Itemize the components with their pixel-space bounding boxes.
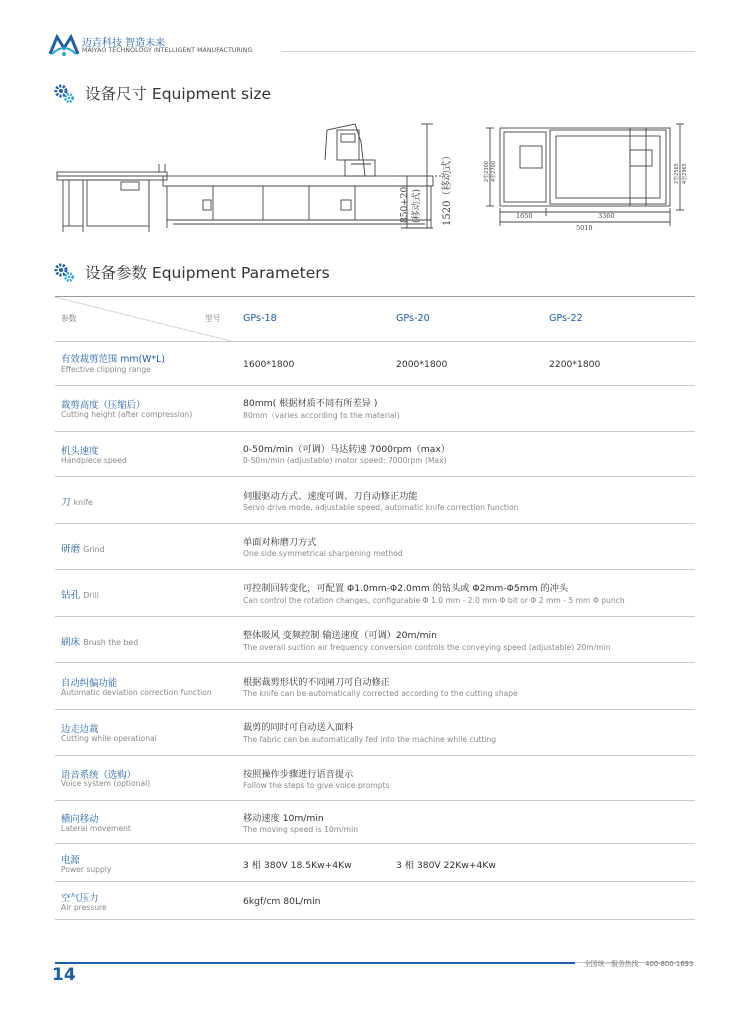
row-value-cn: 根据裁剪形状的不同闸刀可自动修正 [243,677,390,688]
dim-right-v1: 2型2565 [674,163,680,184]
dim-width-b: 3360 [598,212,615,220]
row-divider [55,800,695,801]
row-label-en: Cutting height (after compression) [61,410,193,419]
row-label-cn: 研磨 [61,544,81,555]
row-value-en: Can control the rotation changes, configurable Φ 1.0 mm - 2.0 mm Φ bit or Φ 2 mm - 5 mm Φ punch [243,596,625,605]
row-label-cn: 有效裁剪范围 mm(W*L) [61,354,165,365]
row-divider [55,385,695,386]
model-header-label: 型号 [205,314,221,323]
dim-left-v1: 2型2300 [484,161,490,182]
param-header-label: 参数 [61,314,77,323]
row-label-cn: 空气压力 [61,893,99,904]
brand-name-en: MAIYAO TECHNOLOGY INTELLIGENT MANUFACTURING [82,47,253,54]
section-title-equipment-parameters: 设备参数 Equipment Parameters [85,264,330,282]
brand-name-cn: 迈垚科技 智造未来 [82,38,166,49]
dim-height-b: 1520（移动式） [442,150,453,226]
row-divider [55,755,695,756]
row-label-en: Air pressure [61,903,107,912]
row-value-en: One side symmetrical sharpening method [243,549,403,558]
row-divider [55,616,695,617]
row-label-en: Power supply [61,865,112,874]
row-value-cn: 按照操作步骤进行语音提示 [243,769,354,780]
row-value-cn: 6kgf/cm 80L/min [243,896,321,907]
row-label-en: Effective clipping range [61,365,151,374]
footer-accent-bar [55,962,575,964]
row-value-en: The overall suction air frequency conversion controls the conveying speed (adjustable) 20m/min [243,643,611,652]
dim-width-a: 1650 [516,212,533,220]
row-value-cn: 单面对称磨刀方式 [243,537,317,548]
table-cell: 3 相 380V 18.5Kw+4Kw [243,860,352,871]
model-column-header: GPs-22 [549,313,583,324]
row-label [61,541,105,555]
row-value-cn: 伺服驱动方式、速度可调、刀自动修正功能 [243,491,418,502]
row-label [61,494,93,508]
dim-left-v2: 4型2700 [491,161,497,182]
dim-right-v2: 4型2965 [682,163,688,184]
logo-mark-icon [48,32,80,58]
row-value-en: The knife can be automatically corrected according to the cutting shape [243,689,518,698]
row-value-en: 0-50m/min (adjustable) motor speed: 7000rpm (Max) [243,456,447,465]
row-label-cn: 刷床 [61,637,81,648]
header-divider [282,51,695,52]
row-divider [55,843,695,844]
dim-total: 5010 [576,224,593,232]
row-label [61,634,138,648]
row-value-cn: 80mm( 根据材质不同有所差异 ) [243,398,378,409]
row-value-en: Follow the steps to give voice prompts [243,781,390,790]
row-value-cn: 裁剪的同时可自动送入面料 [243,722,354,733]
row-divider [55,431,695,432]
row-label-cn: 钻孔 [61,590,81,601]
row-label-en: Cutting while operational [61,734,157,743]
table-cell: 3 相 380V 22Kw+4Kw [396,860,496,871]
service-hotline: 全国统一服务热线：400-800-1693 [584,960,694,968]
page-number: 14 [52,965,76,985]
gears-icon [53,262,75,284]
model-column-header: GPs-20 [396,313,430,324]
row-divider [55,523,695,524]
table-cell: 2200*1800 [549,359,601,370]
table-cell: 1600*1800 [243,359,295,370]
row-label-cn: 语音系统（选购） [61,770,137,781]
row-label-cn: 刀 [61,497,71,508]
section-title-equipment-size: 设备尺寸 Equipment size [85,85,272,103]
row-label-en: Handpiece speed [61,456,127,465]
row-label-en: Automatic deviation correction function [61,688,212,697]
row-value-cn: 可控制回转变化，可配置 Φ1.0mm-Φ2.0mm 的钻头或 Φ2mm-Φ5mm 的冲头 [243,583,569,594]
row-label-en: Voice system (optional) [61,779,151,788]
row-divider [55,662,695,663]
row-label-en: Lateral movement [61,824,131,833]
row-label-cn: 边走边裁 [61,724,99,735]
row-value-cn: 0-50m/min（可调）马达转速 7000rpm（max） [243,444,450,455]
row-label-cn: 机头速度 [61,446,99,457]
row-value-en: Servo drive mode, adjustable speed, automatic knife correction function [243,503,519,512]
row-divider [55,709,695,710]
row-value-en: The fabric can be automatically fed into the machine while cutting [243,735,497,744]
row-label-cn: 裁剪高度（压缩后） [61,400,146,411]
row-label-cn: 横向移动 [61,814,99,825]
row-divider [55,569,695,570]
gears-icon [53,83,75,105]
row-label-cn: 自动纠偏功能 [61,678,118,689]
row-divider [55,476,695,477]
row-label-en: Drill [83,591,99,600]
model-column-header: GPs-18 [243,313,277,324]
table-bottom-border [55,919,695,920]
dim-height-a: 850+20 [400,186,410,223]
row-label-en: Grind [83,545,105,554]
row-label [61,587,99,601]
row-value-en: 80mm（varies according to the material) [243,411,400,420]
row-label-en: Brush the bed [83,638,139,647]
row-value-cn: 移动速度 10m/min [243,813,324,824]
row-value-en: The moving speed is 10m/min [243,825,359,834]
dim-height-a-note: (移动式) [412,188,422,223]
row-label-en: knife [73,498,93,507]
row-divider [55,341,695,342]
row-value-cn: 整体吸风 变频控制 输送速度（可调）20m/min [243,630,437,641]
brand-logo [48,32,278,60]
row-label-cn: 电源 [61,855,80,866]
table-cell: 2000*1800 [396,359,448,370]
row-divider [55,881,695,882]
side-view-drawing [55,120,460,238]
top-view-drawing [480,120,695,232]
